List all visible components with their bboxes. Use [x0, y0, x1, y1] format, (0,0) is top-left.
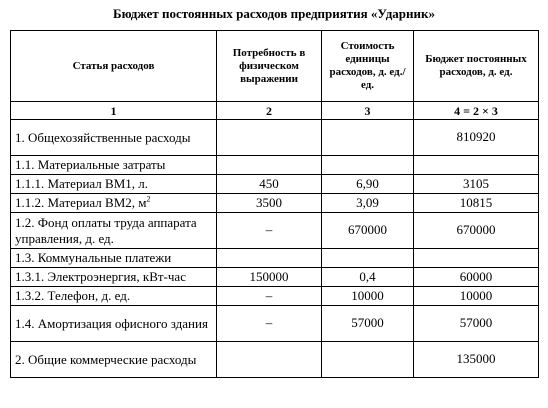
column-number: 3: [322, 102, 414, 120]
row-unit-cost: 6,90: [322, 175, 414, 194]
column-number: 2: [217, 102, 322, 120]
table-row: [11, 249, 539, 268]
row-budget: 810920: [414, 120, 539, 156]
row-need: –: [217, 306, 322, 342]
row-budget: 57000: [414, 306, 539, 342]
column-header-budget: Бюджет постоянных расходов, д. ед.: [414, 31, 539, 102]
row-need: [217, 120, 322, 156]
table-title: Бюджет постоянных расходов предприятия «Ударник»: [112, 6, 435, 21]
row-unit-cost: [322, 249, 414, 268]
row-budget: 10815: [414, 194, 539, 213]
row-item-name-cell: [11, 194, 217, 213]
column-number: 1: [11, 102, 217, 120]
row-item-name: 1.4. Амортизация офисного здания: [11, 306, 217, 342]
row-unit-cost: [322, 120, 414, 156]
row-need: [217, 342, 322, 378]
table-row: [11, 213, 539, 249]
row-budget: 670000: [414, 213, 539, 249]
table-row: [11, 194, 539, 213]
row-unit-cost: [322, 342, 414, 378]
header-row: [11, 31, 539, 102]
row-item-name: 1.3.1. Электроэнергия, кВт-час: [11, 268, 217, 287]
row-item-name: 1.1.2. Материал ВМ2, м: [15, 195, 147, 210]
table-row: [11, 120, 539, 156]
table-row: [11, 156, 539, 175]
table-row: [11, 306, 539, 342]
row-budget: 135000: [414, 342, 539, 378]
table-row: [11, 342, 539, 378]
table-row: [11, 268, 539, 287]
row-unit-cost: 10000: [322, 287, 414, 306]
row-unit-cost: 3,09: [322, 194, 414, 213]
table-row: [11, 287, 539, 306]
row-need: 3500: [217, 194, 322, 213]
row-budget: [414, 249, 539, 268]
column-number: 4 = 2 × 3: [414, 102, 539, 120]
row-budget: 10000: [414, 287, 539, 306]
row-budget: 60000: [414, 268, 539, 287]
row-need: –: [217, 213, 322, 249]
row-unit-cost: 670000: [322, 213, 414, 249]
column-header-item: Статья расходов: [11, 31, 217, 102]
row-item-name: 1. Общехозяйственные расходы: [11, 120, 217, 156]
row-item-name: 1.1.1. Материал ВМ1, л.: [11, 175, 217, 194]
row-unit-cost: [322, 156, 414, 175]
row-need: [217, 156, 322, 175]
column-header-need: Потребность в физическом выражении: [217, 31, 322, 102]
table-row: [11, 175, 539, 194]
row-budget: [414, 156, 539, 175]
row-item-name: 1.3. Коммунальные платежи: [11, 249, 217, 268]
row-item-name: 1.1. Материальные затраты: [11, 156, 217, 175]
column-number-row: [11, 102, 539, 120]
row-unit-cost: 57000: [322, 306, 414, 342]
row-need: [217, 249, 322, 268]
row-item-name: 2. Общие коммерческие расходы: [11, 342, 217, 378]
budget-table: [10, 30, 539, 378]
row-item-name: 1.2. Фонд оплаты труда аппарата управления, д. ед.: [11, 213, 217, 249]
column-header-unit-cost: Стоимость единицы расходов, д. ед./ед.: [322, 31, 414, 102]
row-need: 150000: [217, 268, 322, 287]
row-need: 450: [217, 175, 322, 194]
row-unit-cost: 0,4: [322, 268, 414, 287]
row-item-name: 1.3.2. Телефон, д. ед.: [11, 287, 217, 306]
unit-superscript: 2: [146, 194, 151, 204]
row-need: –: [217, 287, 322, 306]
row-budget: 3105: [414, 175, 539, 194]
